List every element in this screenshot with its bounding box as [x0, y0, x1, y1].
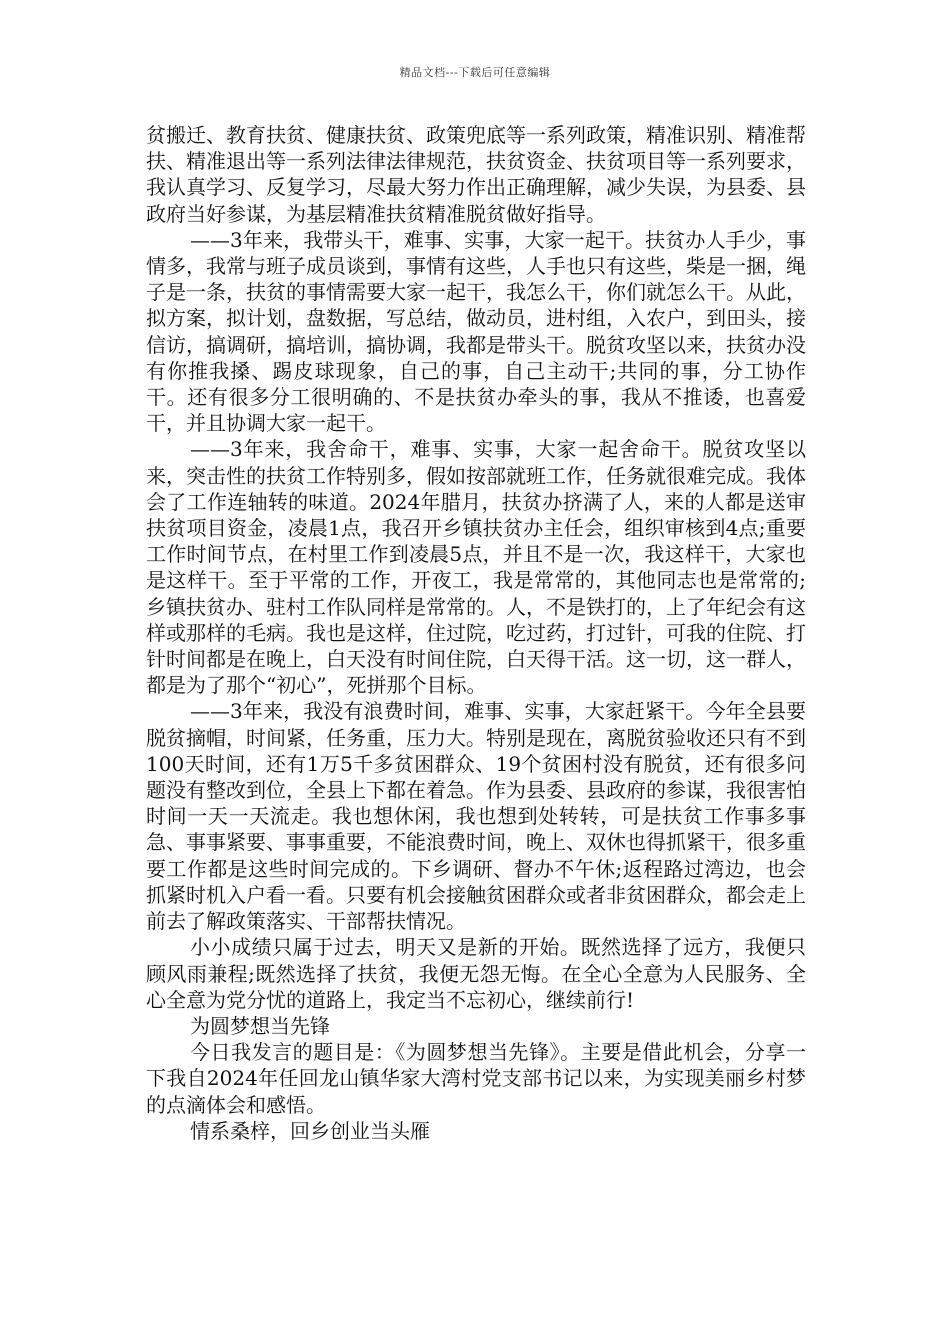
paragraph: ——3年来，我舍命干，难事、实事，大家一起舍命干。脱贫攻坚以来，突击性的扶贫工作特别多，假如按部就班工作，任务就很难完成。我体会了工作连轴转的味道。2024年腊月，扶贫办挤满了人，来的人都是送审扶贫项目资金，凌晨1点，我召开乡镇扶贫办主任会，组织审核到4点;重要工作时间节点，在村里工作到凌晨5点，并且不是一次，我这样干，大家也是这样干。至于平常的工作，开夜工，我是常常的，其他同志也是常常的;乡镇扶贫办、驻村工作队同样是常常的。人，不是铁打的，上了年纪会有这样或那样的毛病。我也是这样，住过院，吃过药，打过针，可我的住院、打针时间都是在晚上，白天没有时间住院，白天得干活。这一切，这一群人，都是为了那个“初心”，死拼那个目标。: [146, 437, 806, 698]
section-heading: 情系桑梓，回乡创业当头雁: [190, 1118, 430, 1143]
paragraph: ——3年来，我没有浪费时间，难事、实事，大家赶紧干。今年全县要脱贫摘帽，时间紧，任务重，压力大。特别是现在，离脱贫验收还只有不到100天时间，还有1万5千多贫困群众、19个贫困村没有脱贫，还有很多问题没有整改到位，全县上下都在着急。作为县委、县政府的参谋，我很害怕时间一天一天流走。我也想休闲，我也想到处转转，可是扶贫工作事多事急、事事紧要、事事重要，不能浪费时间，晚上、双休也得抓紧干，很多重要工作都是这些时间完成的。下乡调研、督办不午休;返程路过湾边，也会抓紧时机入户看一看。只要有机会接触贫困群众或者非贫困群众，都会走上前去了解政策落实、干部帮扶情况。: [146, 699, 806, 934]
paragraph: ——3年来，我带头干，难事、实事，大家一起干。扶贫办人手少，事情多，我常与班子成员谈到，事情有这些，人手也只有这些，柴是一捆，绳子是一条，扶贫的事情需要大家一起干，我怎么干，你们就怎么干。从此，拟方案，拟计划，盘数据，写总结，做动员，进村组，入农户，到田头，接信访，搞调研，搞培训，搞协调，我都是带头干。脱贫攻坚以来，扶贫办没有你推我搡、踢皮球现象，自己的事，自己主动干;共同的事，分工协作干。还有很多分工很明确的、不是扶贫办牵头的事，我从不推诿，也喜爱干，并且协调大家一起干。: [146, 227, 806, 436]
section-heading: 为圆梦想当先锋: [190, 1013, 330, 1038]
document-body: [146, 122, 806, 1144]
paragraph: 今日我发言的题目是：《为圆梦想当先锋》。主要是借此机会，分享一下我自2024年任回龙山镇华家大湾村党支部书记以来，为实现美丽乡村梦的点滴体会和感悟。: [146, 1040, 806, 1117]
paragraph: 小小成绩只属于过去，明天又是新的开始。既然选择了远方，我便只顾风雨兼程;既然选择了扶贫，我便无怨无悔。在全心全意为人民服务、全心全意为党分忧的道路上，我定当不忘初心，继续前行!: [146, 935, 806, 1012]
paragraph: 贫搬迁、教育扶贫、健康扶贫、政策兜底等一系列政策，精准识别、精准帮扶、精准退出等一系列法律法律规范，扶贫资金、扶贫项目等一系列要求，我认真学习、反复学习，尽最大努力作出正确理解，减少失误，为县委、县政府当好参谋，为基层精准扶贫精准脱贫做好指导。: [146, 123, 806, 226]
page-header-note: 精品文档---下载后可任意编辑: [399, 66, 551, 79]
